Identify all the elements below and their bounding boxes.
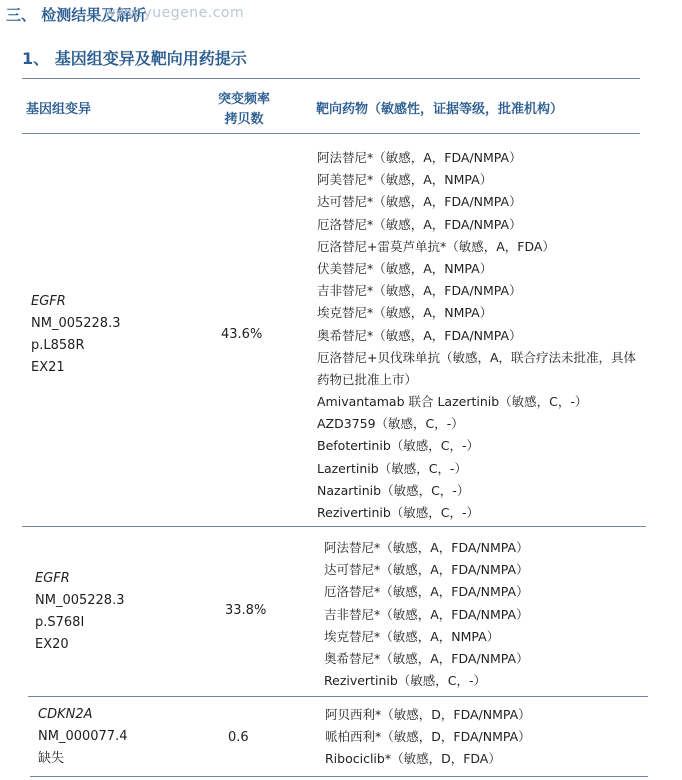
row-2-bottom-rule [28,696,648,697]
gene-exon: EX21 [31,360,65,375]
drug-item: 厄洛替尼*（敏感，A，FDA/NMPA） [324,584,529,600]
drug-item: 埃克替尼*（敏感，A，NMPA） [317,305,493,321]
table-row-2-drugs [324,537,529,692]
gene-variant: 缺失 [38,751,65,766]
section-title-text: 三、 检测结果及解析 [6,6,147,24]
gene-name: EGFR [35,571,70,586]
drug-item: 阿美替尼*（敏感，A，NMPA） [317,172,493,188]
gene-variant: p.S768I [35,615,85,630]
drug-item: 药物已批准上市） [317,371,418,387]
drug-item: 吉非替尼*（敏感，A，FDA/NMPA） [324,606,529,622]
drug-item: Rezivertinib（敏感，C，-） [317,505,480,520]
drug-item: AZD3759（敏感，C，-） [317,416,464,432]
table-row-1-gene [31,291,120,379]
gene-variant: p.L858R [31,338,85,353]
header-freq [218,90,270,130]
table-row-2-frequency: 33.8% [225,603,267,618]
table-row-3-gene [38,704,127,770]
table-row-3-frequency: 0.6 [228,730,249,745]
row-1-bottom-rule [22,526,646,527]
drug-item: Ribociclib*（敏感，D，FDA） [325,751,501,767]
gene-transcript: NM_005228.3 [35,593,125,608]
drug-item: Rezivertinib（敏感，C，-） [324,673,487,689]
section-title [6,4,245,25]
drug-item: Lazertinib（敏感，C，-） [317,460,467,476]
drug-item: 厄洛替尼+雷莫芦单抗*（敏感，A，FDA） [317,238,555,254]
table-top-rule [22,78,640,79]
header-bottom-rule [22,133,640,134]
drug-item: 伏美替尼*（敏感，A，NMPA） [317,260,493,276]
table-row-1-frequency: 43.6% [221,327,263,342]
table-row-2-gene [35,568,124,656]
header-gene: 基因组变异 [26,102,92,117]
drug-item: 达可替尼*（敏感，A，FDA/NMPA） [324,562,529,578]
gene-transcript: NM_005228.3 [31,316,121,331]
gene-transcript: NM_000077.4 [38,729,128,744]
table-row-1-drugs [317,147,636,524]
header-drugs: 靶向药物（敏感性，证据等级，批准机构） [316,102,564,117]
drug-item: 阿贝西利*（敏感，D，FDA/NMPA） [325,707,531,722]
drug-item: 阿法替尼*（敏感，A，FDA/NMPA） [317,150,522,165]
drug-item: 厄洛替尼+贝伐珠单抗（敏感，A，联合疗法未批准，具体 [317,349,637,365]
drug-item: 哌柏西利*（敏感，D，FDA/NMPA） [325,729,531,745]
drug-item: 奥希替尼*（敏感，A，FDA/NMPA） [317,327,522,343]
drug-item: 阿法替尼*（敏感，A，FDA/NMPA） [324,540,529,555]
header-freq-line2: 拷贝数 [224,112,264,127]
subsection-title: 1、 基因组变异及靶向用药提示 [22,49,247,68]
drug-item: 奥希替尼*（敏感，A，FDA/NMPA） [324,650,529,666]
gene-name: CDKN2A [38,707,93,722]
watermark: www.yuegene.com [104,5,245,21]
drug-item: 吉非替尼*（敏感，A，FDA/NMPA） [317,283,522,299]
drug-item: Nazartinib（敏感，C，-） [317,482,470,498]
gene-exon: EX20 [35,637,69,652]
drug-item: Befotertinib（敏感，C，-） [317,438,479,454]
drug-item: Amivantamab 联合 Lazertinib（敏感，C，-） [317,394,588,410]
header-freq-line1: 突变频率 [218,92,271,107]
drug-item: 厄洛替尼*（敏感，A，FDA/NMPA） [317,216,522,232]
drug-item: 埃克替尼*（敏感，A，NMPA） [324,628,500,644]
table-row-3-drugs [325,704,531,771]
row-3-bottom-rule [30,776,648,777]
gene-name: EGFR [31,294,66,309]
drug-item: 达可替尼*（敏感，A，FDA/NMPA） [317,194,522,210]
